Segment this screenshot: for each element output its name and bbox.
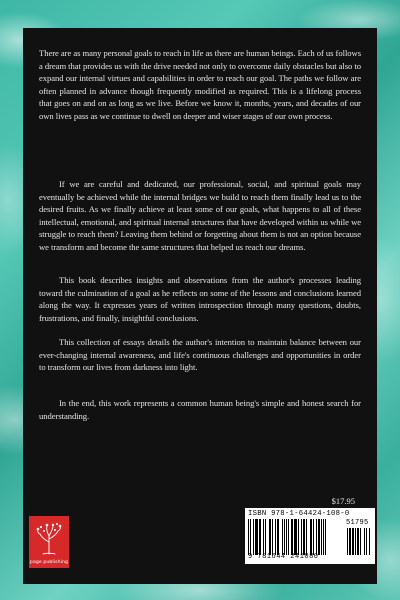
publisher-name: page publishing (29, 560, 69, 565)
isbn-number: ISBN 978-1-64424-108-0 (248, 510, 350, 518)
blurb-paragraph-2: If we are careful and dedicated, our professional, social, and spiritual goals may eventually be achieved while the internal bridges we build to reach them finally lead us to the desired fruits. As we finally achieve at least some of our goals, what happens to all of these intellectual, emotional, and spiritual internal structures that have developed within us while we struggle to reach them? Leaving them behind or forgetting about them is not an option because we transform and become the same structures that helped us reach our dreams. (39, 179, 361, 252)
blurb-paragraph-3: This book describes insights and observations from the author's processes leading toward the culmination of a goal as he reflects on some of the lessons and conclusions learned along the way. It expresses years of written introspection through many questions, doubts, frustrations, and finally, insightful conclusions. (39, 275, 361, 323)
price-label: $17.95 (331, 496, 355, 506)
back-cover-panel (23, 28, 377, 584)
barcode-bars (248, 519, 372, 561)
blurb-paragraph-4: This collection of essays details the author's intention to maintain balance between our ever-changing internal awareness, and life's continuous challenges and opportunities in order to transform our lives from darkness into light. (39, 337, 361, 373)
price-code: 51795 (346, 519, 369, 527)
barcode (245, 508, 375, 564)
blurb-paragraph-5: In the end, this work represents a common human being's simple and honest search for understanding. (39, 398, 361, 421)
blurb-paragraph-1: There are as many personal goals to reach in life as there are human beings. Each of us follows a dream that provides us with the drive needed not only to overcome daily obstacles but also to expand our internal virtues and capabilities in order to reach our goal. The paths we follow are often planned in advance though frequently modified as required. This is a lifelong process that goes on and on as long as we live. Before we know it, months, years, and decades of our own lives pass as we continue to dwell on deeper and wiser stages of our own process. (39, 48, 361, 121)
addon-barcode-icon (347, 528, 373, 555)
ean-barcode-icon (248, 519, 344, 555)
tree-icon (29, 518, 69, 558)
publisher-logo (29, 516, 69, 568)
ean-digits: 9 781644 241080 (248, 553, 319, 561)
